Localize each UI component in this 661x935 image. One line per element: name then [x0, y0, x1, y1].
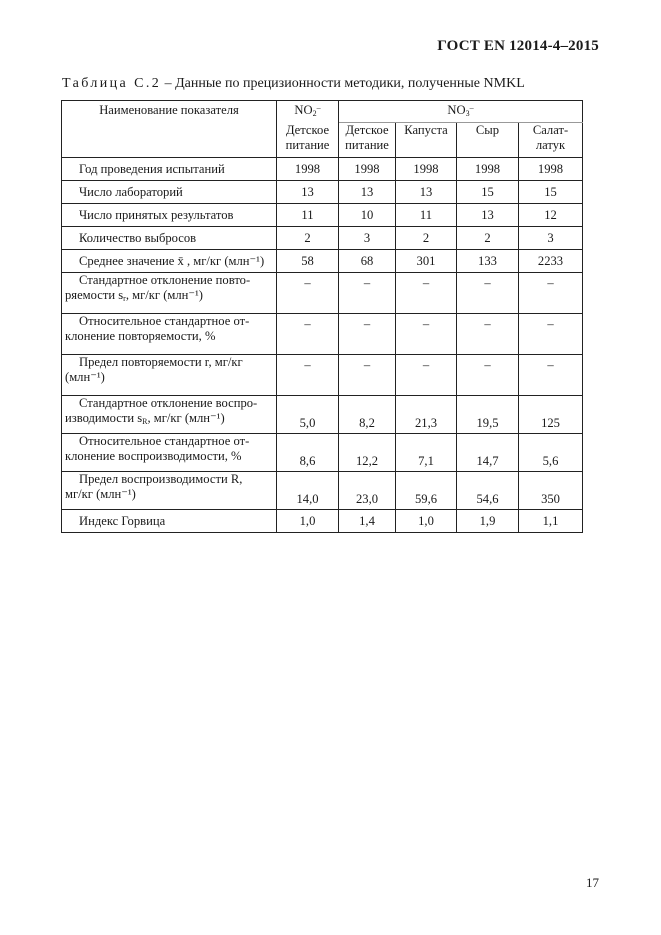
row-label-text: , мг/кг (млн⁻¹) — [147, 411, 225, 425]
no2-superscript: – — [316, 103, 321, 112]
table-row — [62, 314, 583, 355]
column-header — [519, 123, 583, 158]
caption-dash: – — [164, 76, 172, 91]
table-cell: – — [339, 314, 396, 355]
row-label: Число принятых результатов — [62, 204, 277, 227]
header-group-no3 — [339, 101, 583, 123]
table-cell: 23,0 — [339, 472, 396, 510]
column-header — [339, 123, 396, 158]
table-row — [62, 273, 583, 314]
table-row — [62, 355, 583, 396]
row-label: Среднее значение x̄ , мг/кг (млн⁻¹) — [62, 250, 277, 273]
table-cell: 2 — [396, 227, 457, 250]
caption-text: Данные по прецизионности методики, полученные NMKL — [175, 76, 525, 91]
table-cell: 13 — [396, 181, 457, 204]
table-row — [62, 250, 583, 273]
column-header-line: Детское — [345, 123, 389, 137]
table-cell: 350 — [519, 472, 583, 510]
table-cell: 13 — [277, 181, 339, 204]
table-cell: 68 — [339, 250, 396, 273]
page-number: 17 — [586, 875, 599, 890]
row-label-line: Предел повторяемости r, мг/кг — [79, 355, 243, 369]
column-header — [396, 123, 457, 158]
table-cell: 8,6 — [277, 434, 339, 472]
table-cell: 1998 — [339, 158, 396, 181]
table-cell: – — [519, 273, 583, 314]
row-label-line — [65, 329, 274, 344]
no3-formula: NO — [447, 103, 466, 117]
row-label-line: Относительное стандартное от- — [79, 434, 250, 448]
row-label-line: Предел воспроизводимости R, — [79, 472, 243, 486]
table-cell: 12 — [519, 204, 583, 227]
table-row — [62, 158, 583, 181]
row-label: Год проведения испытаний — [62, 158, 277, 181]
table-cell: – — [339, 355, 396, 396]
row-label-line: Стандартное отклонение воспро- — [79, 396, 258, 410]
row-label — [62, 314, 277, 355]
column-header-line: Детское — [285, 122, 330, 137]
table-cell: – — [339, 273, 396, 314]
table-row — [62, 510, 583, 533]
table-cell: 59,6 — [396, 472, 457, 510]
table-cell: – — [396, 355, 457, 396]
table-cell: 3 — [339, 227, 396, 250]
table-cell: 1,4 — [339, 510, 396, 533]
table-cell: 12,2 — [339, 434, 396, 472]
table-row — [62, 472, 583, 510]
document-code: ГОСТ EN 12014-4–2015 — [437, 38, 599, 54]
column-header — [457, 123, 519, 158]
table-cell: 54,6 — [457, 472, 519, 510]
table-caption — [62, 76, 602, 92]
column-header — [277, 123, 339, 158]
column-header-line: Капуста — [404, 123, 448, 137]
table-cell: 1998 — [396, 158, 457, 181]
no3-superscript: – — [469, 103, 474, 112]
table-cell: 1,0 — [277, 510, 339, 533]
table-cell: 133 — [457, 250, 519, 273]
column-header-line: латук — [535, 138, 566, 152]
table-row — [62, 204, 583, 227]
header-indicator-name: Наименование показателя — [62, 101, 277, 158]
table-cell: 13 — [457, 204, 519, 227]
table-cell: 21,3 — [396, 396, 457, 434]
row-label — [62, 396, 277, 434]
table-cell: 19,5 — [457, 396, 519, 434]
table-cell: – — [277, 355, 339, 396]
row-label: Число лабораторий — [62, 181, 277, 204]
table-cell: 14,7 — [457, 434, 519, 472]
table-cell: 1,1 — [519, 510, 583, 533]
table-cell: 2233 — [519, 250, 583, 273]
no2-formula: NO — [294, 103, 313, 117]
row-label-line — [65, 449, 274, 464]
table-cell: – — [277, 314, 339, 355]
row-label-text: клонение воспроизводимости, % — [65, 449, 242, 463]
table-cell: – — [457, 355, 519, 396]
row-label-text: ряемости s — [65, 288, 124, 302]
table-cell: 58 — [277, 250, 339, 273]
table-cell: 15 — [519, 181, 583, 204]
table-cell: 1,0 — [396, 510, 457, 533]
header-group-no2 — [277, 101, 339, 123]
table-cell: 7,1 — [396, 434, 457, 472]
table-cell: 1,9 — [457, 510, 519, 533]
table-cell: 301 — [396, 250, 457, 273]
table-cell: – — [396, 273, 457, 314]
row-label — [62, 273, 277, 314]
table-cell: 1998 — [277, 158, 339, 181]
row-label-text: , мг/кг (млн⁻¹) — [125, 288, 203, 302]
row-label-line — [65, 411, 274, 426]
table-cell: – — [457, 314, 519, 355]
row-label-line: Относительное стандартное от- — [79, 314, 250, 328]
table-row — [62, 396, 583, 434]
table-cell: 125 — [519, 396, 583, 434]
table-cell: – — [519, 314, 583, 355]
table-row — [62, 227, 583, 250]
table-cell: 1998 — [457, 158, 519, 181]
row-label-line — [65, 370, 274, 385]
table-cell: – — [396, 314, 457, 355]
row-label-subscript: R — [142, 417, 148, 426]
table-cell: 10 — [339, 204, 396, 227]
row-label-line — [65, 487, 274, 502]
no2-subscript: 2 — [312, 109, 317, 118]
table-row — [62, 434, 583, 472]
row-label — [62, 355, 277, 396]
table-cell: 8,2 — [339, 396, 396, 434]
caption-label: Таблица С.2 — [62, 76, 162, 91]
row-label-text: (млн⁻¹) — [65, 370, 105, 384]
table-cell: 2 — [277, 227, 339, 250]
column-header-line: питание — [345, 138, 389, 152]
row-label: Количество выбросов — [62, 227, 277, 250]
column-header-line: Салат- — [532, 123, 569, 137]
row-label-text: изводимости s — [65, 411, 143, 425]
row-label-line: Стандартное отклонение повто- — [79, 273, 251, 287]
table-cell: 5,6 — [519, 434, 583, 472]
column-header-line: питание — [285, 137, 330, 152]
table-cell: 3 — [519, 227, 583, 250]
table-row — [62, 181, 583, 204]
table-cell: – — [457, 273, 519, 314]
row-label: Индекс Горвица — [62, 510, 277, 533]
table-cell: 1998 — [519, 158, 583, 181]
row-label-text: мг/кг (млн⁻¹) — [65, 487, 136, 501]
table-cell: 15 — [457, 181, 519, 204]
table-cell: 11 — [396, 204, 457, 227]
no3-subscript: 3 — [465, 109, 470, 118]
table-cell: – — [519, 355, 583, 396]
table-cell: 11 — [277, 204, 339, 227]
table-cell: 5,0 — [277, 396, 339, 434]
row-label-text: клонение повторяемости, % — [65, 329, 216, 343]
row-label — [62, 472, 277, 510]
table-cell: 13 — [339, 181, 396, 204]
row-label — [62, 434, 277, 472]
precision-table — [61, 100, 583, 533]
table-cell: 14,0 — [277, 472, 339, 510]
column-header-line: Сыр — [475, 123, 500, 137]
row-label-subscript: r — [123, 294, 126, 303]
table-cell: 2 — [457, 227, 519, 250]
table-cell: – — [277, 273, 339, 314]
row-label-line — [65, 288, 274, 303]
